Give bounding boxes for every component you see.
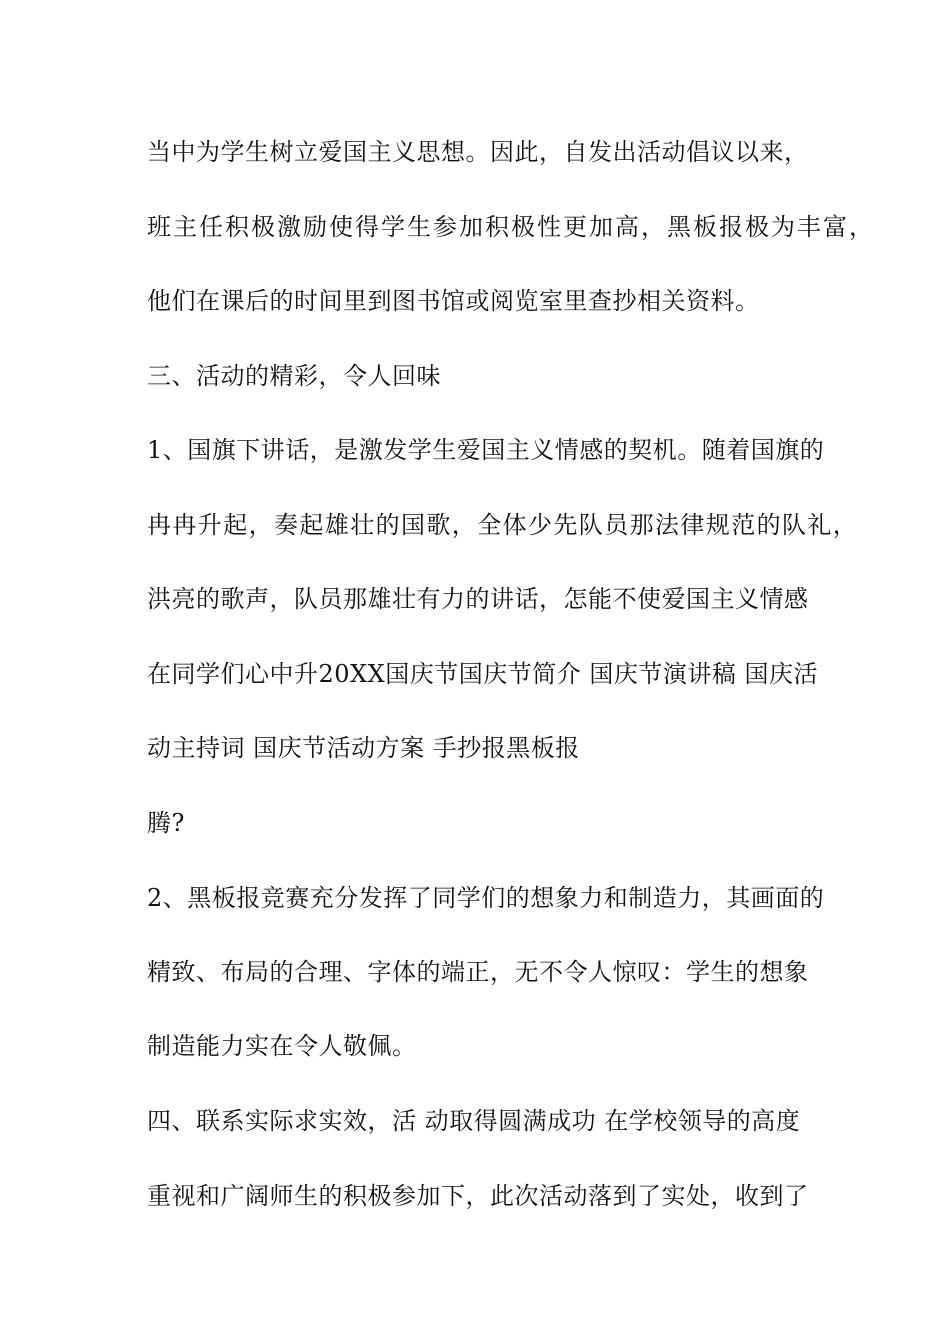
text-line: 当中为学生树立爱国主义思想。因此，自发出活动倡议以来， bbox=[147, 138, 809, 166]
text-line: 洪亮的歌声，队员那雄壮有力的讲话，怎能不使爱国主义情感 bbox=[147, 585, 809, 613]
text-line: 冉冉升起，奏起雄壮的国歌，全体少先队员那法律规范的队礼， bbox=[147, 511, 859, 539]
text-line: 他们在课后的时间里到图书馆或阅览室里查抄相关资料。 bbox=[147, 287, 760, 315]
text-line: 动主持词 国庆节活动方案 手抄报黑板报 bbox=[147, 734, 580, 762]
text-line: 精致、布局的合理、字体的端正，无不令人惊叹：学生的想象 bbox=[147, 958, 809, 986]
text-line: 2、黑板报竞赛充分发挥了同学们的想象力和制造力，其画面的 bbox=[147, 884, 825, 912]
text-line: 重视和广阔师生的积极参加下，此次活动落到了实处，收到了 bbox=[147, 1182, 809, 1210]
text-line: 腾? bbox=[147, 809, 185, 837]
text-line: 在同学们心中升20XX国庆节国庆节简介 国庆节演讲稿 国庆活 bbox=[147, 660, 818, 688]
section-heading: 四、联系实际求实效，活 动取得圆满成功 在学校领导的高度 bbox=[147, 1107, 801, 1135]
text-line: 班主任积极激励使得学生参加积极性更加高，黑板报极为丰富， bbox=[147, 213, 875, 241]
text-line: 1、国旗下讲话，是激发学生爱国主义情感的契机。随着国旗的 bbox=[147, 436, 825, 464]
section-heading: 三、活动的精彩，令人回味 bbox=[147, 362, 441, 390]
text-line: 制造能力实在令人敬佩。 bbox=[147, 1032, 417, 1060]
